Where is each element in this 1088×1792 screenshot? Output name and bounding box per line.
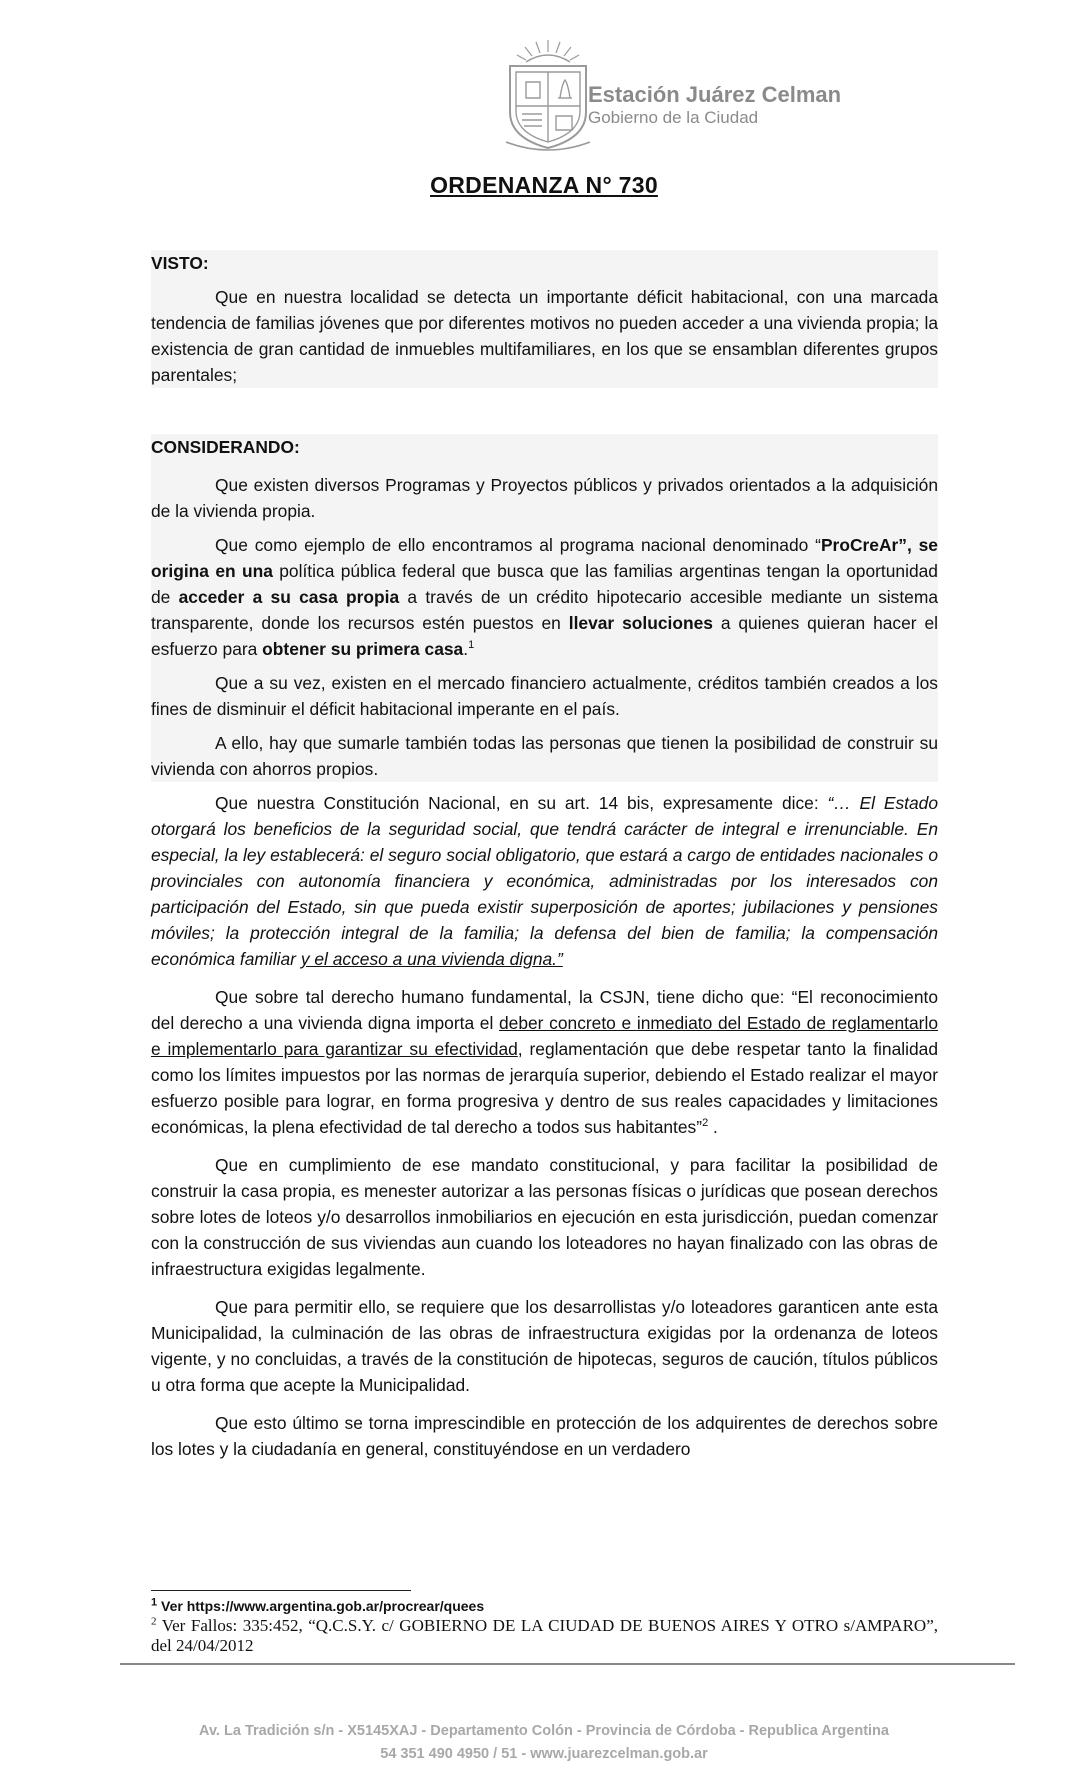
city-name: Estación Juárez Celman xyxy=(588,82,842,107)
page-title: ORDENANZA N° 730 xyxy=(430,172,658,198)
considerando-paragraph-4: A ello, hay que sumarle también todas las personas que tienen la posibilidad de construir su vivienda con ahorros propios. xyxy=(151,733,938,779)
document-body xyxy=(151,250,938,1462)
footnote-ref-1: 1 xyxy=(468,639,475,652)
considerando-section xyxy=(151,434,938,782)
city-government-subtitle: Gobierno de la Ciudad xyxy=(588,108,759,127)
considerando-heading: CONSIDERANDO: xyxy=(151,437,300,457)
footnote-2: $^2$ Ver Fallos: 335:452, “Q.C.S.Y. c/ GOBIERNO DE LA CIUDAD DE BUENOS AIRES Y OTRO s/AMPARO”, del 24/04/2012 xyxy=(151,1615,938,1655)
considerando-paragraph-1: Que existen diversos Programas y Proyectos públicos y privados orientados a la adquisición de la vivienda propia. xyxy=(151,475,938,521)
letterhead xyxy=(496,38,876,156)
considerando-paragraph-3: Que a su vez, existen en el mercado financiero actualmente, créditos también creados a los fines de disminuir el déficit habitacional imperante en el país. xyxy=(151,673,938,719)
considerando-paragraph-5: Que nuestra Constitución Nacional, en su art. 14 bis, expresamente dice: “… El Estado otorgará los beneficios de la seguridad social, que tendrá carácter de integral e irrenunciable. En especial, la ley establecerá: el seguro social obligatorio, que estará a cargo de entidades nacionales o provinciales con autonomía financiera y económica, administradas por los interesados con participación del Estado, sin que pueda existir superposición de aportes; jubilaciones y pensiones móviles; la protección integral de la familia; la defensa del bien de familia; la compensación económica familiar y el acceso a una vivienda digna.” xyxy=(151,793,939,969)
page-footer xyxy=(0,1720,1088,1766)
considerando-paragraph-9: Que esto último se torna imprescindible en protección de los adquirentes de derechos sobre los lotes y la ciudadanía en general, constituyéndose en un verdadero xyxy=(151,1413,938,1459)
visto-paragraph: Que en nuestra localidad se detecta un importante déficit habitacional, con una marcada tendencia de familias jóvenes que por diferentes motivos no pueden acceder a una vivienda propia; la existencia de gran cantidad de inmuebles multifamiliares, en los que se ensamblan diferentes grupos parentales; xyxy=(151,287,938,385)
footer-divider xyxy=(120,1663,1015,1665)
visto-section xyxy=(151,250,938,388)
considerando-paragraph-6: Que sobre tal derecho humano fundamental, la CSJN, tiene dicho que: “El reconocimiento del derecho a una vivienda digna importa el deber concreto e inmediato del Estado de reglamentarlo e implementarlo para garantizar su efectividad, reglamentación que debe respetar tanto la finalidad como los límites impuestos por las normas de jerarquía superior, debiendo el Estado realizar el mayor esfuerzo posible para lograr, en forma progresiva y dentro de sus reales capacidades y limitaciones económicas, la plena efectividad de tal derecho a todos sus habitantes”$^2$ . xyxy=(151,987,938,1137)
considerando-paragraph-2: Que como ejemplo de ello encontramos al programa nacional denominado “ProCreAr”, se origina en una política pública federal que busca que las familias argentinas tengan la oportunidad de acceder a su casa propia a través de un crédito hipotecario accesible mediante un sistema transparente, donde los recursos estén puestos en llevar soluciones a quienes quieran hacer el esfuerzo para obtener su primera casa.$^1$ xyxy=(151,535,939,659)
footnote-ref-2: 2 xyxy=(702,1117,709,1130)
footnote-1: $^1$ Ver https://www.argentina.gob.ar/procrear/quees xyxy=(151,1596,485,1614)
considerando-paragraph-7: Que en cumplimiento de ese mandato constitucional, y para facilitar la posibilidad de construir la casa propia, es menester autorizar a las personas físicas o jurídicas que posean derechos sobre lotes de loteos y/o desarrollos inmobiliarios en ejecución en esta jurisdicción, puedan comenzar con la construcción de sus viviendas aun cuando los loteadores no hayan finalizado con las obras de infraestructura exigidas legalmente. xyxy=(151,1155,938,1279)
considerando-paragraph-8: Que para permitir ello, se requiere que los desarrollistas y/o loteadores garanticen ante esta Municipalidad, la culminación de las obras de infraestructura exigidas por la ordenanza de loteos vigente, y no concluidas, a través de la constitución de hipotecas, seguros de caución, títulos públicos u otra forma que acepte la Municipalidad. xyxy=(151,1297,938,1395)
footnote-divider xyxy=(151,1590,411,1591)
footer-contact: 54 351 490 4950 / 51 - www.juarezcelman.gob.ar xyxy=(380,1746,708,1762)
footnotes xyxy=(151,1596,938,1656)
visto-heading: VISTO: xyxy=(151,253,209,273)
footer-address: Av. La Tradición s/n - X5145XAJ - Departamento Colón - Provincia de Córdoba - Republica Argentina xyxy=(199,1723,889,1739)
city-coat-of-arms-icon xyxy=(496,38,600,156)
